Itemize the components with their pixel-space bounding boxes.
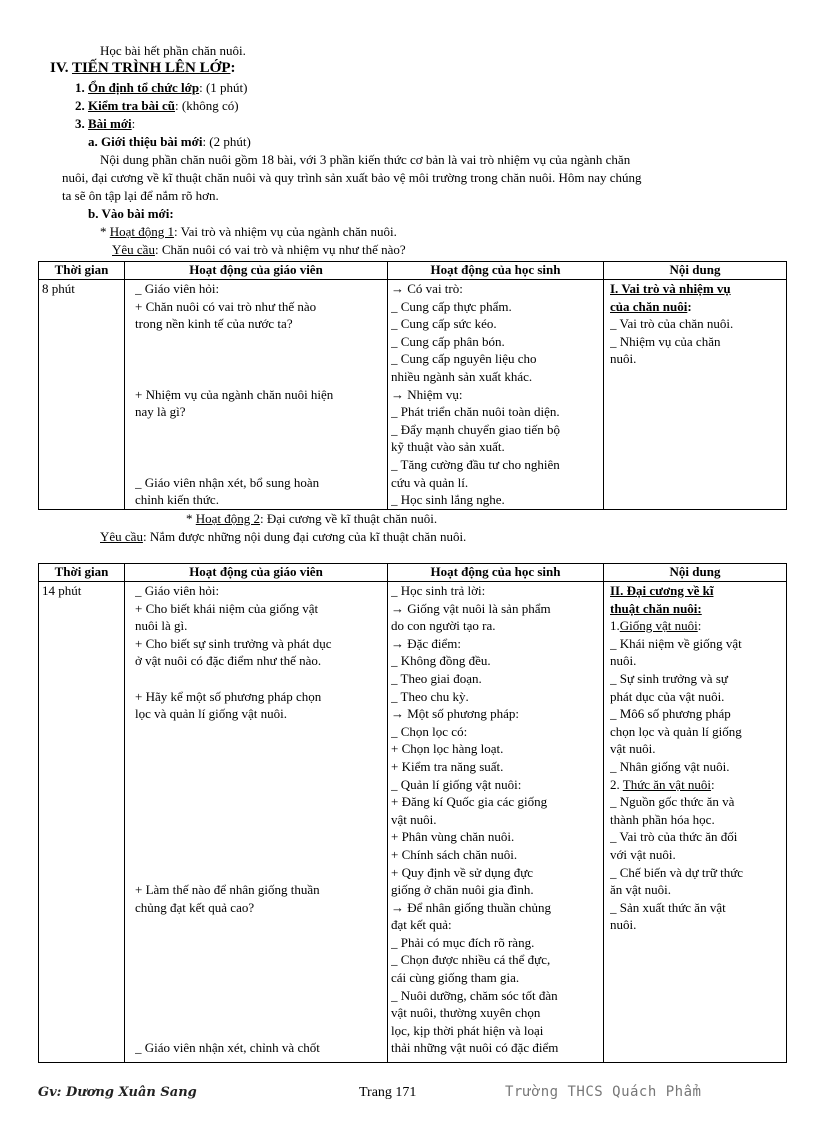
- teacher-line: + Cho biết sự sinh trưởng và phát dục: [135, 635, 332, 651]
- item-2-detail: : (không có): [175, 98, 239, 113]
- student-line: cứu và quản lí.: [391, 474, 469, 490]
- footer-author: Gv: Dương Xuân Sang: [38, 1085, 197, 1100]
- header-teacher: Hoạt động của giáo viên: [125, 262, 388, 280]
- student-line: _ Cung cấp phân bón.: [391, 333, 505, 349]
- time-cell: [39, 582, 125, 1063]
- student-line: _ Chọn lọc có:: [391, 723, 468, 739]
- student-line: + Quy định về sử dụng đực: [391, 864, 534, 880]
- teacher-line: [135, 793, 384, 811]
- teacher-line: nuôi là gì.: [135, 618, 188, 634]
- teacher-line: [135, 776, 384, 794]
- activity-2-detail: : Đại cương về kĩ thuật chăn nuôi.: [260, 511, 438, 526]
- content-line: phát dục của vật nuôi.: [610, 688, 725, 704]
- content-line: _ Khái niệm về giống vật: [610, 635, 742, 651]
- student-line: → Nhiệm vụ:: [391, 386, 463, 402]
- student-line: → Có vai trò:: [391, 281, 463, 296]
- activity-1-heading: [100, 223, 397, 241]
- content-line: nuôi.: [610, 653, 637, 669]
- student-line: vật nuôi.: [391, 811, 437, 827]
- header-content: Nội dung: [604, 262, 787, 280]
- teacher-line: _ Giáo viên hỏi:: [135, 281, 220, 296]
- header-student: Hoạt động của học sinh: [388, 564, 604, 582]
- header-content: Nội dung: [604, 564, 787, 582]
- student-line: _ Học sinh trả lời:: [391, 583, 486, 598]
- student-line: nhiều ngành sản xuất khác.: [391, 368, 533, 384]
- teacher-line: chỉnh kiến thức.: [135, 492, 219, 508]
- content-line: với vật nuôi.: [610, 846, 676, 862]
- student-line: + Chính sách chăn nuôi.: [391, 846, 518, 862]
- activity-1-title: Hoạt động 1: [109, 224, 175, 239]
- item-1-number: 1.: [75, 80, 88, 95]
- teacher-line: [135, 421, 384, 439]
- student-line: đạt kết quả:: [391, 917, 452, 933]
- student-line: + Đăng kí Quốc gia các giống: [391, 794, 548, 810]
- teacher-line: [135, 934, 384, 952]
- content-heading-2-colon: :: [687, 298, 692, 314]
- student-line: thải những vật nuôi có đặc điểm: [391, 1040, 559, 1056]
- table-header-row: [39, 262, 787, 280]
- teacher-line: [135, 670, 384, 688]
- content-line: _ Chế biến và dự trữ thức: [610, 864, 744, 880]
- subsection-a: [88, 133, 251, 151]
- student-line: _ Quản lí giống vật nuôi:: [391, 776, 522, 792]
- student-line: _ Cung cấp nguyên liệu cho: [391, 351, 537, 367]
- student-line: _ Đẩy mạnh chuyển giao tiến bộ: [391, 421, 560, 437]
- header-teacher: Hoạt động của giáo viên: [125, 564, 388, 582]
- teacher-line: [135, 740, 384, 758]
- content-line: chọn lọc và quản lí giống: [610, 723, 742, 739]
- subheading-thuc-an-vat-nuoi: [610, 776, 783, 794]
- requirement-1-label: Yêu cầu: [112, 242, 155, 257]
- subsection-a-title: a. Giới thiệu bài mới: [88, 134, 203, 149]
- content-heading-2: thuật chăn nuôi:: [610, 600, 702, 616]
- item-1-detail: : (1 phút): [199, 80, 248, 95]
- student-line: _ Theo giai đoạn.: [391, 670, 482, 686]
- teacher-line: + Hãy kể một số phương pháp chọn: [135, 688, 322, 704]
- student-line: _ Cung cấp sức kéo.: [391, 316, 497, 332]
- student-line: _ Tăng cường đầu tư cho nghiên: [391, 456, 560, 472]
- teacher-line: + Chăn nuôi có vai trò như thế nào: [135, 298, 317, 314]
- teacher-line: [135, 969, 384, 987]
- teacher-line: + Nhiệm vụ của ngành chăn nuôi hiện: [135, 386, 334, 402]
- activity-1-bullet: *: [100, 224, 110, 239]
- requirement-1-detail: : Chăn nuôi có vai trò và nhiệm vụ như thế nào?: [154, 242, 406, 257]
- teacher-line: [135, 987, 384, 1005]
- table-row: [39, 280, 787, 510]
- subheading-1-number: 1.: [610, 618, 620, 634]
- teacher-line: [135, 1022, 384, 1040]
- intro-paragraph-line-1: Nội dung phần chăn nuôi gồm 18 bài, với 3 phần kiến thức cơ bản là vai trò nhiệm vụ của ngành chăn: [100, 152, 631, 167]
- student-line: + Phân vùng chăn nuôi.: [391, 829, 515, 845]
- intro-paragraph-line-3: ta sẽ ôn tập lại để nắm rõ hơn.: [62, 188, 219, 203]
- student-line: _ Phát triển chăn nuôi toàn diện.: [391, 404, 560, 420]
- teacher-line: + Làm thế nào để nhân giống thuần: [135, 882, 320, 898]
- student-line: + Kiểm tra năng suất.: [391, 758, 504, 774]
- teacher-line: [135, 1004, 384, 1022]
- student-line: _ Phải có mục đích rõ ràng.: [391, 934, 535, 950]
- table-header-row: [39, 564, 787, 582]
- requirement-2: [100, 528, 466, 546]
- student-line: cái cùng giống tham gia.: [391, 970, 520, 986]
- teacher-line: trong nền kinh tế của nước ta?: [135, 316, 293, 332]
- student-line: _ Chọn được nhiều cá thể đực,: [391, 952, 551, 968]
- student-line: kỹ thuật vào sản xuất.: [391, 439, 505, 455]
- section-heading: IV. TIẾN TRÌNH LÊN LỚP:: [50, 60, 236, 76]
- student-line: vật nuôi, thường xuyên chọn: [391, 1005, 541, 1021]
- student-line: _ Theo chu kỳ.: [391, 688, 469, 704]
- subheading-2-colon: :: [711, 776, 715, 792]
- teacher-line: [135, 916, 384, 934]
- teacher-cell: [125, 582, 388, 1063]
- student-line: + Chọn lọc hàng loạt.: [391, 741, 504, 757]
- student-line: → Một số phương pháp:: [391, 706, 520, 722]
- content-line: ăn vật nuôi.: [610, 882, 672, 898]
- section-number: IV.: [50, 60, 72, 76]
- content-heading-2-text: của chăn nuôi: [610, 298, 688, 314]
- item-3-detail: :: [131, 116, 136, 131]
- item-2-number: 2.: [75, 98, 88, 113]
- subheading-2-number: 2.: [610, 776, 623, 792]
- teacher-line: _ Giáo viên hỏi:: [135, 583, 220, 598]
- header-time: Thời gian: [39, 262, 125, 280]
- teacher-line: [135, 438, 384, 456]
- item-1: [75, 79, 247, 97]
- teacher-line: [135, 333, 384, 351]
- student-line: → Đặc điểm:: [391, 635, 462, 651]
- section-title: TIẾN TRÌNH LÊN LỚP: [71, 60, 231, 76]
- teacher-line: [135, 350, 384, 368]
- student-line: _ Cung cấp thực phẩm.: [391, 298, 512, 314]
- content-cell: [604, 280, 787, 510]
- subheading-giong-vat-nuoi: [610, 617, 783, 635]
- teacher-line: chủng đạt kết quả cao?: [135, 899, 255, 915]
- item-2-title: Kiểm tra bài cũ: [88, 98, 176, 113]
- activity-2-heading: [186, 510, 437, 528]
- student-line: do con người tạo ra.: [391, 618, 496, 634]
- student-line: → Giống vật nuôi là sản phẩm: [391, 600, 551, 616]
- content-line: nuôi.: [610, 351, 637, 367]
- student-cell: [388, 582, 604, 1063]
- activity-1-detail: : Vai trò và nhiệm vụ của ngành chăn nuôi.: [174, 224, 397, 239]
- table-row: [39, 582, 787, 1063]
- subheading-1-title: Giống vật nuôi: [619, 618, 698, 634]
- footer-school: Trường THCS Quách Phẩm: [505, 1084, 702, 1100]
- header-student: Hoạt động của học sinh: [388, 262, 604, 280]
- time-value: 8 phút: [42, 281, 75, 296]
- intro-line: Học bài hết phần chăn nuôi.: [100, 43, 246, 58]
- content-line: _ Sự sinh trưởng và sự: [610, 670, 728, 686]
- requirement-2-detail: : Nắm được những nội dung đại cương của kĩ thuật chăn nuôi.: [142, 529, 467, 544]
- activity-2-title: Hoạt động 2: [195, 511, 261, 526]
- teacher-cell: [125, 280, 388, 510]
- content-line: _ Vai trò của thức ăn đối: [610, 829, 738, 845]
- teacher-line: ở vật nuôi có đặc điểm như thế nào.: [135, 653, 322, 669]
- activity-2-bullet: *: [186, 511, 196, 526]
- subsection-b-title: b. Vào bài mới:: [88, 206, 174, 221]
- teacher-line: _ Giáo viên nhận xét, chỉnh và chốt: [135, 1040, 320, 1056]
- requirement-2-label: Yêu cầu: [100, 529, 143, 544]
- item-3: [75, 115, 135, 133]
- student-line: lọc, kịp thời phát hiện và loại: [391, 1022, 544, 1038]
- teacher-line: [135, 368, 384, 386]
- content-cell: [604, 582, 787, 1063]
- content-list-1: [610, 635, 783, 776]
- activity-2-table: [38, 563, 787, 1063]
- teacher-line: [135, 864, 384, 882]
- teacher-line: [135, 828, 384, 846]
- content-line: _ Mô6 số phương pháp: [610, 706, 731, 722]
- intro-paragraph-line-2: nuôi, đại cương về kĩ thuật chăn nuôi và quy trình sản xuất bảo vệ môi trường trong chăn nuôi. Hôm nay chúng: [62, 170, 642, 185]
- item-1-title: Ổn định tổ chức lớp: [88, 80, 200, 95]
- content-line: _ Nhiệm vụ của chăn: [610, 333, 721, 349]
- time-cell: [39, 280, 125, 510]
- student-line: _ Nuôi dưỡng, chăm sóc tốt đàn: [391, 987, 558, 1003]
- item-3-title: Bài mới: [88, 116, 132, 131]
- student-line: _ Không đồng đều.: [391, 653, 491, 669]
- teacher-line: [135, 811, 384, 829]
- content-line: _ Sản xuất thức ăn vật: [610, 899, 726, 915]
- teacher-line: + Cho biết khái niệm của giống vật: [135, 600, 319, 616]
- student-line: → Để nhân giống thuần chủng: [391, 899, 551, 915]
- subheading-2-title: Thức ăn vật nuôi: [622, 776, 712, 792]
- teacher-line: nay là gì?: [135, 404, 186, 420]
- teacher-line: lọc và quản lí giống vật nuôi.: [135, 706, 288, 722]
- content-line: nuôi.: [610, 917, 637, 933]
- content-line: vật nuôi.: [610, 741, 656, 757]
- student-line: _ Học sinh lắng nghe.: [391, 492, 505, 508]
- content-line: _ Nguồn gốc thức ăn và: [610, 794, 735, 810]
- student-line: giống ở chăn nuôi gia đình.: [391, 882, 534, 898]
- student-cell: [388, 280, 604, 510]
- activity-1-table: [38, 261, 787, 510]
- header-time: Thời gian: [39, 564, 125, 582]
- content-line: thành phần hóa học.: [610, 811, 715, 827]
- content-heading: I. Vai trò và nhiệm vụ: [610, 281, 731, 296]
- time-value: 14 phút: [42, 583, 82, 598]
- teacher-line: [135, 456, 384, 474]
- content-list-2: [610, 793, 783, 934]
- teacher-line: [135, 723, 384, 741]
- content-heading: II. Đại cương về kĩ: [610, 583, 714, 598]
- teacher-line: [135, 758, 384, 776]
- teacher-line: [135, 846, 384, 864]
- teacher-line: [135, 951, 384, 969]
- content-line: _ Nhân giống vật nuôi.: [610, 758, 730, 774]
- content-heading-2: [610, 298, 783, 316]
- item-2: [75, 97, 239, 115]
- content-line: _ Vai trò của chăn nuôi.: [610, 316, 734, 332]
- subsection-a-detail: : (2 phút): [202, 134, 251, 149]
- item-3-number: 3.: [75, 116, 88, 131]
- subheading-1-colon: :: [697, 618, 702, 634]
- teacher-line: _ Giáo viên nhận xét, bổ sung hoàn: [135, 474, 320, 490]
- requirement-1: [112, 241, 406, 259]
- footer-page-number: Trang 171: [359, 1085, 417, 1100]
